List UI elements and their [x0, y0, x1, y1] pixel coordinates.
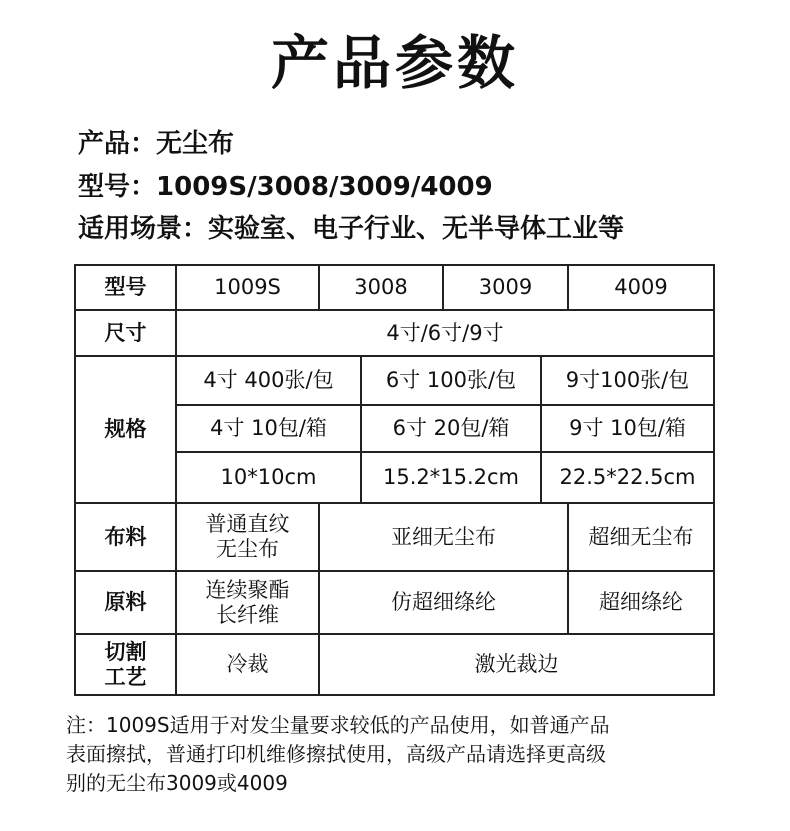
model-label: 型号：	[78, 172, 157, 202]
fabric-cell: 亚细无尘布	[391, 524, 496, 549]
cut-cell: 激光裁边	[474, 652, 559, 676]
info-scene	[78, 212, 624, 246]
size-header-cell: 尺寸	[104, 320, 147, 345]
model-cell-3009: 3009	[478, 275, 533, 299]
info-product	[78, 127, 234, 161]
footnote	[66, 711, 736, 798]
fabric-header-cell: 布料	[104, 524, 147, 549]
product-value: 无尘布	[156, 129, 235, 159]
size-value-cell: 4寸/6寸/9寸	[386, 320, 504, 345]
material-header-cell: 原料	[104, 590, 147, 614]
cut-header-cell: 切割 工艺	[104, 639, 147, 689]
model-cell-1009s: 1009S	[214, 275, 281, 299]
model-value: 1009S/3008/3009/4009	[156, 172, 493, 202]
spec-cell: 4寸 10包/箱	[210, 416, 327, 440]
footnote-line: 注：1009S适用于对发尘量要求较低的产品使用，如普通产品	[66, 713, 610, 737]
spec-cell: 10*10cm	[220, 465, 317, 489]
model-cell-4009: 4009	[614, 275, 668, 299]
page-title: 产品参数	[270, 29, 519, 97]
spec-cell: 15.2*15.2cm	[382, 465, 520, 489]
spec-cell: 4寸 400张/包	[203, 368, 334, 392]
spec-cell: 9寸100张/包	[565, 368, 690, 392]
info-model	[78, 170, 493, 204]
fabric-cell: 普通直纹 无尘布	[205, 512, 290, 561]
table-border-bottom	[74, 694, 715, 696]
cut-cell: 冷裁	[226, 652, 269, 676]
material-cell: 超细绦纶	[599, 590, 683, 614]
fabric-cell: 超细无尘布	[588, 524, 694, 549]
material-cell: 连续聚酯 长纤维	[205, 577, 290, 627]
material-cell: 仿超细绦纶	[391, 590, 496, 614]
spec-cell: 6寸 100张/包	[385, 368, 517, 392]
scene-label: 适用场景：	[78, 214, 209, 244]
model-cell-3008: 3008	[354, 275, 408, 299]
spec-cell: 22.5*22.5cm	[559, 465, 696, 489]
spec-cell: 9寸 10包/箱	[569, 416, 686, 440]
model-header-cell: 型号	[104, 275, 147, 299]
table-border-right	[713, 264, 715, 696]
spec-cell: 6寸 20包/箱	[392, 416, 510, 440]
footnote-line: 别的无尘布3009或4009	[66, 771, 288, 795]
scene-value: 实验室、电子行业、无半导体工业等	[208, 214, 625, 244]
product-label: 产品：	[78, 129, 157, 159]
footnote-line: 表面擦拭，普通打印机维修擦拭使用，高级产品请选择更高级	[66, 742, 606, 766]
spec-header-cell: 规格	[104, 417, 147, 441]
